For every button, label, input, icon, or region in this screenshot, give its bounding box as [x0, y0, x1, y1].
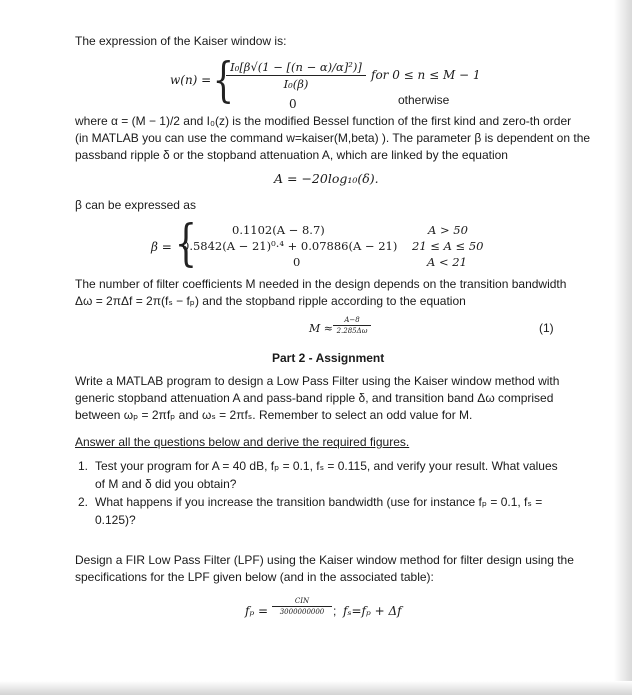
beta-brace: { — [174, 214, 198, 272]
kaiser-case1-numerator: I₀[β√(1 − [(n − α)/α]²)] — [230, 60, 362, 74]
beta-intro: β can be expressed as — [75, 198, 196, 212]
question-2-line1: What happens if you increase the transition bandwidth (use for instance fₚ = 0.1, fₛ = — [95, 495, 543, 509]
para4-line2: specifications for the LPF given below (and in the associated table): — [75, 570, 434, 584]
page-edge-shadow — [614, 0, 632, 695]
equation-M-label: (1) — [539, 321, 554, 335]
equation-fp-denominator: 3000000000 — [279, 608, 325, 616]
para2-line1: The number of filter coefficients M needed in the design depends on the transition bandwidth — [75, 277, 567, 291]
beta-case1-value: 0.1102(A − 8.7) — [232, 223, 325, 237]
para3-line1: Write a MATLAB program to design a Low Pass Filter using the Kaiser window method with — [75, 374, 560, 388]
para4-line1: Design a FIR Low Pass Filter (LPF) using the Kaiser window method for filter design using the — [75, 553, 574, 567]
kaiser-case1-condition: for 0 ≤ n ≤ M − 1 — [371, 68, 481, 82]
equation-fp-numerator: CIN — [294, 597, 310, 605]
kaiser-case1-denominator: I₀(β) — [283, 77, 309, 91]
beta-case2-value: 0.5842(A − 21)⁰·⁴ + 0.07886(A − 21) — [182, 239, 398, 253]
equation-A: A = −20log₁₀(δ). — [274, 171, 379, 186]
equation-M-fraction — [333, 316, 371, 335]
beta-case2-condition: 21 ≤ A ≤ 50 — [412, 239, 484, 253]
beta-lhs: β = — [151, 240, 172, 254]
para3-line2: generic stopband attenuation A and pass-band ripple δ, and transition band Δω comprised — [75, 391, 554, 405]
equation-M-numerator: A−8 — [344, 316, 360, 324]
kaiser-brace: { — [212, 52, 234, 108]
question-1-line2: of M and δ did you obtain? — [95, 477, 237, 491]
equation-fs: fₛ=fₚ + Δf — [343, 604, 402, 618]
equation-fp-fraction — [272, 597, 332, 616]
kaiser-case2-value: 0 — [289, 97, 297, 111]
page-bottom-shadow — [0, 681, 632, 695]
equation-M-denominator: 2.285Δω — [336, 327, 368, 335]
answer-all-instruction: Answer all the questions below and derive the required figures. — [75, 435, 410, 449]
part2-title: Part 2 - Assignment — [272, 351, 385, 365]
question-1-line1: Test your program for A = 40 dB, fₚ = 0.1, fₛ = 0.115, and verify your result. What values — [95, 459, 558, 473]
equation-M-lhs: M ≈ — [309, 322, 333, 335]
equation-fp-separator: ; — [333, 604, 337, 618]
question-2-line2: 0.125)? — [95, 513, 136, 527]
kaiser-case2-condition: otherwise — [398, 93, 450, 107]
beta-case3-condition: A < 21 — [427, 255, 467, 269]
intro-text: The expression of the Kaiser window is: — [75, 34, 287, 48]
question-1-number: 1. — [78, 459, 89, 473]
kaiser-case1-fraction — [226, 60, 366, 91]
kaiser-lhs: w(n) = — [170, 73, 212, 87]
para1-line2: (in MATLAB you can use the command w=kaiser(M,beta) ). The parameter β is dependent on the — [75, 131, 591, 145]
para3-line3: between ωₚ = 2πfₚ and ωₛ = 2πfₛ. Remember to select an odd value for M. — [75, 408, 473, 422]
para1-line1: where α = (M − 1)/2 and I₀(z) is the modified Bessel function of the first kind and zero-th order — [75, 114, 572, 128]
equation-fp-lhs: fₚ = — [245, 604, 269, 618]
para1-line3: passband ripple δ or the stopband attenuation A, which are linked by the equation — [75, 148, 508, 162]
para2-line2: Δω = 2πΔf = 2π(fₛ − fₚ) and the stopband ripple according to the equation — [75, 294, 466, 308]
beta-case1-condition: A > 50 — [428, 223, 468, 237]
beta-case3-value: 0 — [293, 255, 301, 269]
question-2-number: 2. — [78, 495, 89, 509]
